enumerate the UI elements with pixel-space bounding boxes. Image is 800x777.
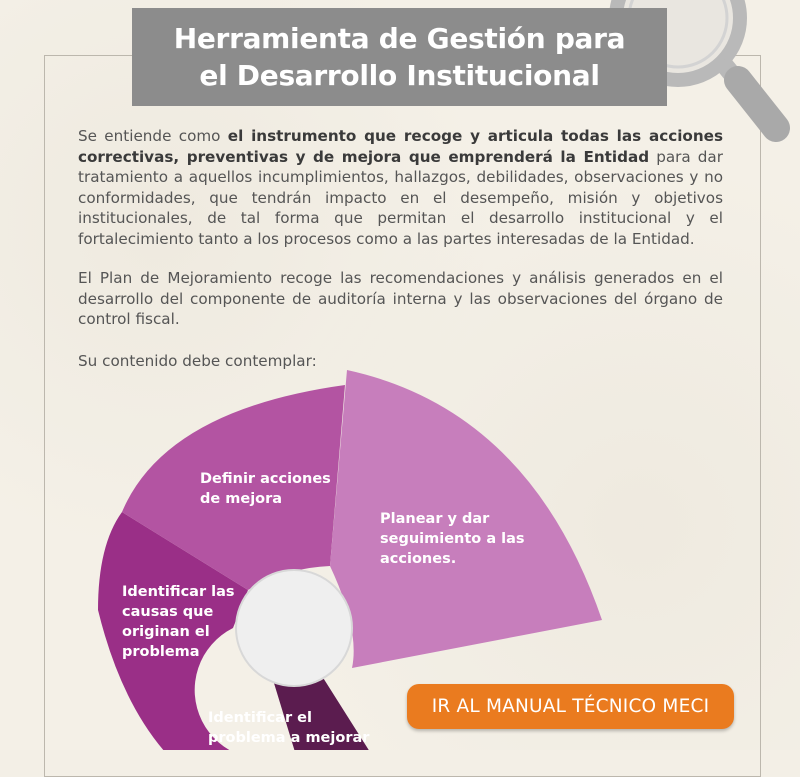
label-seguimiento: Planear y dar seguimiento a las acciones. — [380, 511, 525, 567]
manual-meci-button[interactable]: IR AL MANUAL TÉCNICO MECI — [407, 684, 734, 729]
page-title-line-1: Herramienta de Gestión para — [173, 22, 626, 55]
intro-paragraph-2: El Plan de Mejoramiento recoge las recomendaciones y análisis generados en el desarrollo del componente de auditoría interna y las observaciones del órgano de control fiscal. — [78, 269, 723, 328]
page-title-line-2: el Desarrollo Institucional — [199, 59, 600, 92]
intro-p1-prefix: Se entiende como — [78, 127, 228, 145]
label-acciones: Definir acciones de mejora — [200, 471, 331, 507]
label-causas: Identificar las causas que originan el problema — [122, 584, 235, 660]
intro-p1-bold: el instrumento que recoge y articula todas las acciones correctivas, preventivas y de mejora que emprenderá la Entidad — [78, 127, 723, 166]
label-problema: Identificar el problema a mejorar — [208, 710, 370, 746]
intro-p1-suffix: para dar tratamiento a aquellos incumplimientos, hallazgos, debilidades, observaciones y no conformidades, que tendrán impacto en el desempeño, misión y objetivos institucionales, de tal forma que permitan el desarrollo institucional y el fortalecimiento tanto a los procesos como a las partes interesadas de la Entidad. — [78, 147, 723, 248]
intro-paragraph-3: Su contenido debe contemplar: — [78, 351, 317, 370]
